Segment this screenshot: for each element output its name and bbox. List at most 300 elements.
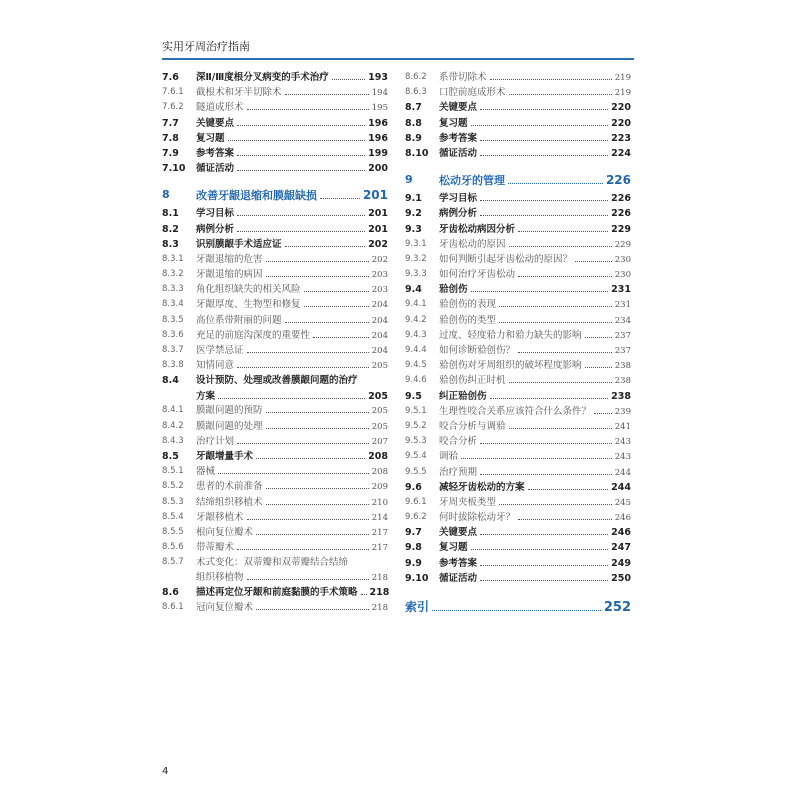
dot-leader: [218, 473, 369, 474]
dot-leader: [480, 580, 608, 581]
toc-entry-page: 243: [614, 437, 631, 448]
toc-entry-number: 8.5.6: [162, 542, 184, 553]
toc-entry-number: 9.2: [405, 208, 422, 220]
dot-leader: [499, 322, 612, 323]
toc-entry[interactable]: [405, 540, 631, 555]
toc-entry-title: 膜龈问题的预防: [196, 405, 263, 417]
toc-index-entry[interactable]: [405, 594, 631, 620]
toc-entry-title: 牙齿松动病因分析: [439, 223, 516, 235]
dot-leader: [332, 79, 365, 80]
dot-leader: [432, 610, 601, 611]
toc-entry-title: 治疗计划: [196, 435, 235, 447]
toc-entry-number: 8.6.2: [405, 72, 427, 82]
toc-entry-title: 医学禁忌证: [196, 345, 244, 356]
toc-entry-title: 牙齿松动的原因: [439, 238, 506, 250]
toc-entry-page: 229: [611, 223, 631, 235]
toc-entry-number: 9.4: [405, 284, 422, 296]
toc-entry-page: 204: [371, 315, 388, 326]
toc-entry-number: 8.2: [162, 223, 179, 235]
toc-entry[interactable]: [162, 373, 388, 403]
dot-leader: [237, 170, 365, 171]
dot-leader: [320, 198, 360, 199]
toc-entry[interactable]: [405, 222, 631, 237]
toc-entry-page: 205: [371, 361, 388, 372]
dot-leader: [594, 413, 612, 414]
toc-entry-title: 牙周夹板类型: [439, 496, 497, 508]
toc-entry-number: 9.5.4: [405, 451, 427, 462]
toc-entry[interactable]: [405, 358, 631, 373]
dot-leader: [237, 367, 369, 368]
toc-entry[interactable]: [162, 419, 388, 434]
toc-entry-number: 8.3.6: [162, 329, 184, 340]
toc-entry[interactable]: [162, 237, 388, 252]
toc-entry[interactable]: [162, 161, 388, 176]
toc-entry-title: 𬌗创伤: [439, 284, 468, 296]
toc-entry[interactable]: [162, 343, 388, 358]
dot-leader: [237, 549, 369, 550]
toc-entry[interactable]: [405, 419, 631, 434]
toc-entry-number: 9.4.4: [405, 345, 427, 355]
dot-leader: [266, 412, 369, 413]
toc-entry-title: 高位系带附丽的问题: [196, 314, 282, 326]
toc-entry-page: 204: [371, 346, 388, 356]
dot-leader: [471, 549, 609, 550]
toc-entry-page: 220: [611, 117, 631, 129]
toc-entry[interactable]: [405, 70, 631, 85]
toc-entry-number: 8: [162, 188, 170, 202]
toc-entry[interactable]: [162, 282, 388, 297]
toc-entry-page: 250: [611, 572, 631, 584]
toc-entry-number: 8.1: [162, 208, 179, 220]
toc-entry-page: 226: [611, 193, 631, 205]
toc-entry-page: 208: [368, 450, 388, 462]
toc-entry-number: 8.6.3: [405, 87, 427, 98]
toc-entry-title: 生理性咬合关系应该符合什么条件？: [439, 405, 592, 417]
toc-entry[interactable]: [162, 297, 388, 312]
toc-entry-number: 8.5.1: [162, 466, 184, 477]
toc-entry-page: 218: [371, 573, 388, 584]
dot-leader: [480, 474, 612, 475]
toc-entry-page: 244: [614, 467, 631, 478]
dot-leader: [256, 534, 369, 535]
toc-entry-number: 9.6.1: [405, 496, 427, 507]
toc-entry-number: 8.5.3: [162, 496, 184, 507]
toc-entry[interactable]: [162, 131, 388, 146]
toc-entry-title: 带蒂瓣术: [196, 542, 235, 554]
dot-leader: [266, 488, 369, 489]
dot-leader: [256, 458, 365, 459]
toc-entry[interactable]: [162, 540, 388, 555]
dot-leader: [471, 291, 609, 292]
dot-leader: [499, 504, 612, 505]
toc-entry-page: 205: [371, 406, 388, 417]
toc-entry-page: 231: [611, 284, 631, 296]
toc-entry-number: 9.5.5: [405, 466, 427, 477]
toc-chapter-entry[interactable]: [162, 184, 388, 206]
toc-entry[interactable]: [162, 510, 388, 525]
toc-entry-title: 病例分析: [439, 208, 478, 220]
dot-leader: [480, 155, 608, 156]
toc-entry[interactable]: [405, 434, 631, 449]
toc-entry-number: 8.5: [162, 450, 179, 462]
toc-entry-number: 9.6.2: [405, 512, 427, 523]
toc-entry-title: 牙龈厚度、生物型和修复: [196, 299, 301, 311]
dot-leader: [285, 246, 366, 247]
toc-entry-number: 7.6: [162, 72, 179, 83]
toc-entry[interactable]: [405, 100, 631, 115]
toc-entry[interactable]: [162, 434, 388, 449]
toc-entry-number: 9.4.6: [405, 375, 427, 386]
toc-entry-page: 210: [371, 497, 388, 508]
toc-entry-title: 调𬌗: [439, 451, 459, 463]
toc-entry[interactable]: [405, 116, 631, 131]
toc-chapter-entry[interactable]: [405, 169, 631, 191]
toc-entry-title: 减轻牙齿松动的方案: [439, 481, 525, 493]
dot-leader: [480, 109, 608, 110]
toc-entry-number: 9.5.1: [405, 405, 427, 416]
toc-entry-title: 器械: [196, 466, 216, 478]
dot-leader: [471, 125, 609, 126]
toc-entry-number: 9: [405, 173, 413, 187]
toc-entry-title-continued: 组织移植物: [196, 572, 244, 584]
toc-entry-page: 243: [614, 452, 631, 463]
dot-leader: [247, 109, 369, 110]
toc-entry-number: 9.3.3: [405, 269, 427, 280]
toc-entry-number: 7.10: [162, 163, 186, 175]
toc-entry[interactable]: [405, 495, 631, 510]
toc-entry[interactable]: [405, 571, 631, 586]
toc-entry-number: 9.5: [405, 390, 422, 402]
dot-leader: [266, 261, 369, 262]
toc-entry-title-continued: 方案: [196, 390, 216, 402]
dot-leader: [575, 261, 612, 262]
toc-entry[interactable]: [162, 449, 388, 464]
toc-entry[interactable]: [162, 116, 388, 131]
toc-right-column: [405, 70, 631, 620]
dot-leader: [480, 565, 608, 566]
toc-entry[interactable]: [162, 403, 388, 418]
toc-entry-number: 8.4.1: [162, 405, 184, 416]
toc-entry[interactable]: [405, 252, 631, 267]
dot-leader: [509, 428, 612, 429]
dot-leader: [247, 519, 369, 520]
dot-leader: [304, 291, 369, 292]
toc-entry-title: 系带切除术: [439, 72, 487, 83]
toc-entry-title: 深Ⅱ/Ⅲ度根分叉病变的手术治疗: [196, 72, 329, 83]
toc-entry-number: 8.5.2: [162, 481, 184, 492]
toc-entry[interactable]: [162, 313, 388, 328]
toc-entry[interactable]: [405, 237, 631, 252]
toc-entry[interactable]: [405, 328, 631, 343]
toc-entry-page: 237: [614, 346, 631, 356]
toc-entry[interactable]: [162, 222, 388, 237]
toc-entry-title: 𬌗创伤纠正时机: [439, 375, 506, 387]
toc-entry[interactable]: [162, 555, 388, 585]
dot-leader: [509, 382, 612, 383]
dot-leader: [518, 231, 608, 232]
toc-entry-title: 过度、轻度𬌗力和𬌗力缺失的影响: [439, 329, 582, 341]
toc-entry-title: 识别膜龈手术适应证: [196, 238, 282, 250]
toc-entry-page: 220: [611, 102, 631, 114]
dot-leader: [499, 306, 612, 307]
toc-entry-number: 9.7: [405, 527, 422, 539]
toc-entry-page: 245: [614, 497, 631, 508]
dot-leader: [480, 534, 608, 535]
toc-entry-page: 231: [614, 300, 631, 311]
toc-entry-number: 8.3: [162, 238, 179, 250]
toc-entry-number: 8.6: [162, 587, 179, 599]
toc-entry-title: 关键要点: [439, 102, 478, 114]
toc-entry-page: 193: [368, 72, 388, 83]
toc-entry-title: 根向复位瓣术: [196, 526, 254, 538]
toc-entry-page: 199: [368, 147, 388, 159]
toc-entry-title: 松动牙的管理: [439, 174, 505, 188]
toc-entry-page: 249: [611, 557, 631, 569]
toc-entry-title: 咬合分析与调𬌗: [439, 420, 506, 432]
toc-entry-page: 219: [614, 73, 631, 83]
toc-entry-number: 8.5.7: [162, 557, 184, 568]
toc-entry[interactable]: [162, 600, 388, 615]
dot-leader: [228, 140, 366, 141]
toc-entry-title: 咬合分析: [439, 436, 478, 448]
toc-entry[interactable]: [162, 70, 388, 85]
toc-entry[interactable]: [162, 585, 388, 600]
toc-entry[interactable]: [162, 328, 388, 343]
toc-entry-title: 关键要点: [439, 527, 478, 539]
toc-entry-number: 7.9: [162, 147, 179, 159]
dot-leader: [237, 443, 369, 444]
toc-entry-page: 214: [371, 512, 388, 523]
toc-entry-number: 9.6: [405, 481, 422, 493]
toc-entry-number: 8.4.3: [162, 435, 184, 446]
toc-entry-number: 7.6.2: [162, 102, 184, 113]
toc-entry-title: 纠正𬌗创伤: [439, 390, 487, 402]
dot-leader: [237, 125, 365, 126]
toc-entry-page: 205: [371, 421, 388, 432]
toc-entry[interactable]: [405, 404, 631, 419]
dot-leader: [247, 352, 369, 353]
toc-entry[interactable]: [405, 206, 631, 221]
toc-entry[interactable]: [162, 358, 388, 373]
toc-entry[interactable]: [405, 343, 631, 358]
dot-leader: [361, 594, 367, 595]
toc-entry-number: 7.7: [162, 117, 179, 129]
toc-entry-title: 如何治疗牙齿松动: [439, 269, 516, 281]
dot-leader: [266, 276, 369, 277]
toc-entry[interactable]: [405, 282, 631, 297]
running-header: 实用牙周治疗指南: [162, 40, 250, 53]
toc-entry[interactable]: [405, 373, 631, 388]
toc-entry-number: 9.1: [405, 193, 422, 205]
toc-entry-title: 牙龈移植术: [196, 511, 244, 523]
toc-entry[interactable]: [405, 480, 631, 495]
toc-entry-number: 8.5.5: [162, 526, 184, 537]
toc-entry-title: 知情同意: [196, 360, 235, 372]
toc-entry-page: 194: [371, 88, 388, 99]
toc-entry-title: 参考答案: [439, 557, 478, 569]
toc-entry-page: 230: [614, 254, 631, 265]
toc-entry-title: 描述再定位牙龈和前庭黏膜的手术策略: [196, 587, 358, 599]
toc-entry-title: 治疗预期: [439, 466, 478, 478]
toc-entry-title: 角化组织缺失的相关风险: [196, 284, 301, 296]
toc-entry[interactable]: [405, 191, 631, 206]
toc-entry-title: 𬌗创伤的表现: [439, 299, 497, 311]
toc-entry-title: 索引: [405, 600, 430, 614]
toc-entry-page: 203: [371, 270, 388, 281]
toc-entry[interactable]: [405, 389, 631, 404]
toc-entry[interactable]: [405, 556, 631, 571]
toc-entry[interactable]: [405, 465, 631, 480]
toc-entry[interactable]: [405, 85, 631, 100]
toc-entry-number: 9.4.3: [405, 329, 427, 340]
toc-entry-page: 246: [614, 513, 631, 524]
dot-leader: [518, 276, 612, 277]
toc-entry-page: 234: [614, 315, 631, 326]
toc-entry-page: 200: [368, 163, 388, 175]
toc-entry[interactable]: [162, 464, 388, 479]
toc-entry-page: 195: [371, 103, 388, 114]
toc-entry-number: 9.3.1: [405, 238, 427, 249]
dot-leader: [237, 231, 365, 232]
dot-leader: [480, 443, 612, 444]
toc-entry-title: 循证活动: [196, 163, 235, 175]
toc-entry[interactable]: [405, 146, 631, 161]
toc-entry-title: 复习题: [439, 542, 468, 554]
toc-entry[interactable]: [162, 206, 388, 221]
toc-entry-title: 膜龈问题的处理: [196, 420, 263, 432]
toc-entry-number: 9.4.5: [405, 360, 427, 371]
toc-entry-page: 204: [371, 300, 388, 311]
dot-leader: [585, 337, 612, 338]
toc-entry-number: 7.6.1: [162, 87, 184, 98]
dot-leader: [480, 215, 608, 216]
toc-entry-number: 8.6.1: [162, 602, 184, 613]
toc-entry-page: 252: [603, 600, 631, 615]
toc-entry-title: 口腔前庭成形术: [439, 87, 506, 99]
dot-leader: [266, 504, 369, 505]
toc-entry[interactable]: [162, 495, 388, 510]
toc-entry[interactable]: [405, 297, 631, 312]
toc-entry-page: 202: [371, 254, 388, 265]
toc-entry-number: 8.3.2: [162, 269, 184, 280]
toc-entry-page: 207: [371, 436, 388, 447]
dot-leader: [509, 94, 612, 95]
toc-entry[interactable]: [162, 267, 388, 282]
dot-leader: [518, 352, 612, 353]
toc-entry-title: 循证活动: [439, 147, 478, 159]
toc-entry-title: 𬌗创伤对牙周组织的破坏程度影响: [439, 360, 582, 372]
toc-entry-number: 9.9: [405, 557, 422, 569]
page-number: 4: [162, 766, 169, 777]
toc-entry-page: 223: [611, 132, 631, 144]
dot-leader: [480, 140, 608, 141]
toc-entry-number: 8.3.3: [162, 284, 184, 295]
toc-entry-page: 205: [368, 390, 388, 402]
toc-entry-number: 7.8: [162, 132, 179, 144]
toc-entry-page: 219: [614, 88, 631, 99]
toc-entry-title: 关键要点: [196, 117, 235, 129]
toc-entry-page: 238: [611, 390, 631, 402]
toc-entry-page: 217: [371, 543, 388, 554]
toc-entry-page: 204: [371, 330, 388, 341]
toc-entry[interactable]: [162, 100, 388, 115]
toc-entry-number: 8.7: [405, 102, 422, 114]
toc-entry-title: 牙龈增量手术: [196, 450, 254, 462]
toc-entry[interactable]: [405, 449, 631, 464]
toc-entry[interactable]: [162, 146, 388, 161]
toc-entry-title: 牙龈退缩的危害: [196, 253, 263, 265]
toc-entry[interactable]: [405, 313, 631, 328]
toc-entry-page: 226: [605, 173, 631, 188]
dot-leader: [518, 519, 612, 520]
dot-leader: [304, 306, 369, 307]
toc-entry-number: 8.3.8: [162, 360, 184, 371]
toc-entry-page: 203: [371, 285, 388, 296]
toc-entry-page: 208: [371, 467, 388, 478]
toc-entry-page: 239: [614, 406, 631, 417]
dot-leader: [285, 322, 369, 323]
toc-entry-page: 202: [368, 238, 388, 250]
toc-entry-title: 参考答案: [439, 132, 478, 144]
dot-leader: [528, 489, 609, 490]
toc-entry-title: 术式变化：双蒂瓣和双蒂瓣结合结缔: [196, 557, 349, 569]
toc-entry-title: 设计预防、处理或改善膜龈问题的治疗: [196, 375, 358, 387]
toc-entry[interactable]: [405, 131, 631, 146]
toc-entry-number: 9.4.1: [405, 299, 427, 310]
toc-entry[interactable]: [162, 252, 388, 267]
toc-entry-title: 改善牙龈退缩和膜龈缺损: [196, 189, 317, 203]
toc-entry-page: 218: [369, 587, 390, 599]
toc-entry-title: 结缔组织移植术: [196, 496, 263, 508]
dot-leader: [285, 94, 369, 95]
toc-entry-page: 196: [368, 117, 388, 129]
toc-entry[interactable]: [405, 510, 631, 525]
toc-entry-number: 8.4.2: [162, 420, 184, 431]
toc-entry-number: 8.8: [405, 117, 422, 129]
toc-entry-number: 8.10: [405, 147, 429, 159]
toc-entry-page: 201: [368, 223, 388, 235]
toc-entry-page: 218: [371, 603, 388, 614]
toc-entry-page: 201: [362, 188, 388, 203]
toc-entry-page: 209: [371, 482, 388, 493]
toc-entry[interactable]: [405, 267, 631, 282]
toc-entry-number: 9.8: [405, 542, 422, 554]
toc-entry[interactable]: [162, 479, 388, 494]
toc-entry-number: 9.3.2: [405, 253, 427, 264]
toc-entry[interactable]: [162, 525, 388, 540]
toc-entry-title: 复习题: [439, 117, 468, 129]
toc-entry-title: 如何判断引起牙齿松动的原因？: [439, 253, 573, 265]
dot-leader: [490, 398, 609, 399]
dot-leader: [480, 200, 608, 201]
toc-entry-number: 9.5.2: [405, 420, 427, 431]
dot-leader: [247, 579, 369, 580]
toc-entry-title: 病例分析: [196, 223, 235, 235]
toc-entry-number: 8.3.1: [162, 253, 184, 264]
toc-entry-title: 𬌗创伤的类型: [439, 314, 497, 326]
toc-entry-title: 如何诊断𬌗创伤？: [439, 345, 516, 356]
toc-entry[interactable]: [162, 85, 388, 100]
toc-entry-title: 学习目标: [196, 208, 235, 220]
toc-entry-page: 217: [371, 527, 388, 538]
dot-leader: [266, 428, 369, 429]
dot-leader: [509, 246, 612, 247]
toc-entry-page: 241: [614, 421, 631, 432]
toc-entry-title: 何时拔除松动牙？: [439, 512, 516, 524]
dot-leader: [237, 155, 365, 156]
toc-entry[interactable]: [405, 525, 631, 540]
toc-entry-number: 8.5.4: [162, 511, 184, 522]
